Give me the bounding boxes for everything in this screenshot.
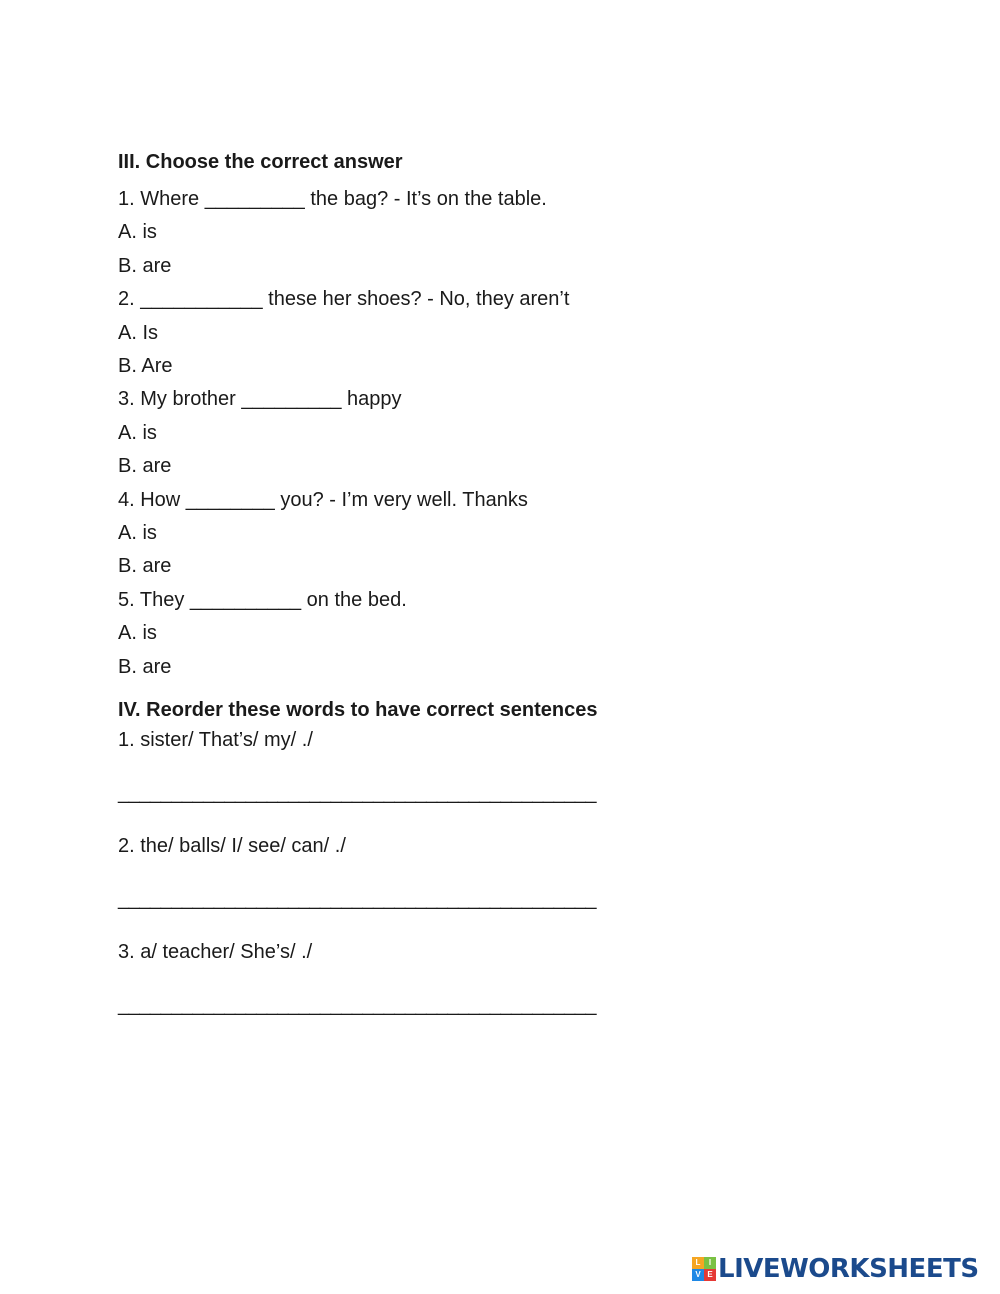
reorder-item-1-text: 1. sister/ That’s/ my/ ./ bbox=[118, 729, 313, 752]
question-1-text: 1. Where _________ the bag? - It’s on the table. bbox=[118, 188, 547, 210]
question-5-text: 5. They __________ on the bed. bbox=[118, 588, 407, 611]
question-4-option-b[interactable]: B. are bbox=[118, 555, 172, 578]
question-5-option-a[interactable]: A. is bbox=[118, 622, 157, 645]
question-4-text: 4. How ________ you? - I’m very well. Thanks bbox=[118, 488, 528, 511]
question-2 bbox=[118, 283, 878, 383]
liveworksheets-logo-text: LIVEWORKSHEETS bbox=[718, 1254, 979, 1284]
section-3-title: III. Choose the correct answer bbox=[118, 151, 403, 173]
question-2-option-b[interactable]: B. Are bbox=[118, 355, 173, 378]
reorder-item-2-text: 2. the/ balls/ I/ see/ can/ ./ bbox=[118, 835, 346, 858]
question-3-option-b[interactable]: B. are bbox=[118, 455, 172, 478]
question-1-option-a[interactable]: A. is bbox=[118, 221, 157, 244]
reorder-item-3 bbox=[118, 936, 878, 1022]
question-5-option-b[interactable]: B. are bbox=[118, 655, 172, 678]
question-4-option-a[interactable]: A. is bbox=[118, 522, 157, 545]
question-2-option-a[interactable]: A. Is bbox=[118, 321, 159, 344]
reorder-item-2-answer-line[interactable]: _____________________________________________ bbox=[118, 888, 597, 911]
question-2-text: 2. ___________ these her shoes? - No, they aren’t bbox=[118, 288, 570, 311]
reorder-item-3-text: 3. a/ teacher/ She’s/ ./ bbox=[118, 941, 313, 964]
question-3-option-a[interactable]: A. is bbox=[118, 421, 157, 444]
reorder-item-3-answer-line[interactable]: _____________________________________________ bbox=[118, 994, 597, 1017]
logo-icon-letter-e: E bbox=[704, 1269, 716, 1281]
question-4 bbox=[118, 484, 878, 584]
logo-icon-letter-l: L bbox=[692, 1257, 704, 1269]
question-1 bbox=[118, 183, 878, 283]
liveworksheets-logo bbox=[692, 1254, 979, 1284]
logo-icon-letter-i: I bbox=[704, 1257, 716, 1269]
liveworksheets-logo-icon bbox=[692, 1257, 716, 1281]
question-3-text: 3. My brother _________ happy bbox=[118, 388, 402, 411]
worksheet bbox=[118, 148, 878, 1042]
section-4-title: IV. Reorder these words to have correct sentences bbox=[118, 699, 598, 722]
question-1-option-b[interactable]: B. are bbox=[118, 254, 172, 277]
logo-icon-letter-v: V bbox=[692, 1269, 704, 1281]
question-5 bbox=[118, 584, 878, 684]
section-4-items bbox=[118, 724, 878, 1022]
reorder-item-1-answer-line[interactable]: _____________________________________________ bbox=[118, 782, 597, 805]
reorder-item-1 bbox=[118, 724, 878, 810]
question-3 bbox=[118, 383, 878, 483]
section-3-questions bbox=[118, 183, 878, 684]
reorder-item-2 bbox=[118, 830, 878, 916]
